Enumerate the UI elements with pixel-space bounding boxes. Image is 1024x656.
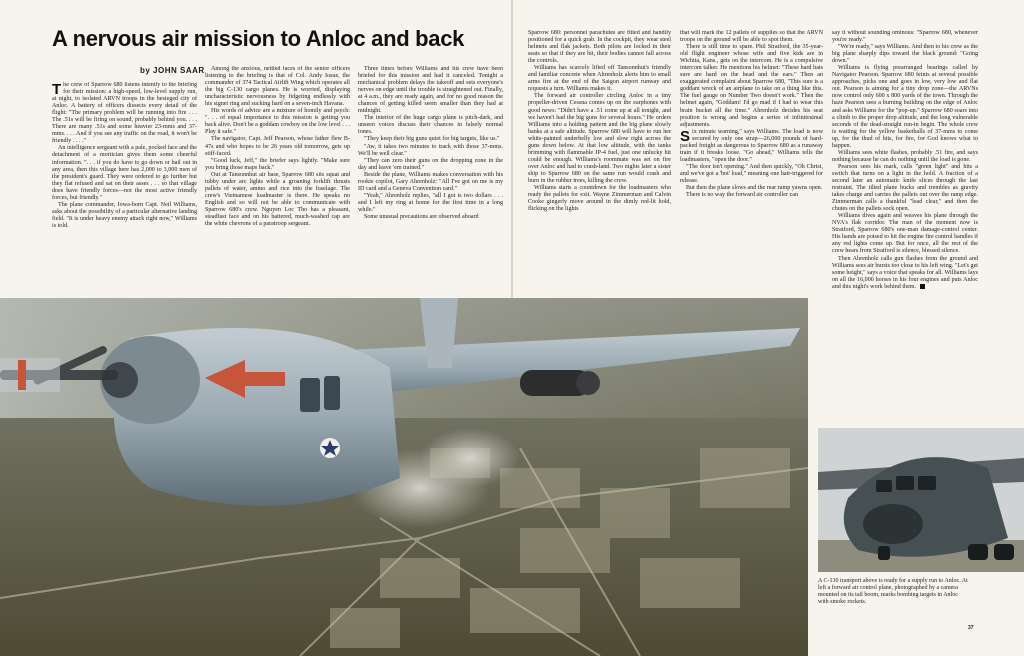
drop-cap: T (52, 82, 62, 98)
aerial-photo (0, 298, 808, 656)
paragraph: His words of advice are a mixture of homily and psych: ". . . of equal importance to this mission is getting you back alive. Don't be a goddam cowboy on the low level . . . Play it safe." (205, 108, 350, 136)
paragraph: "We're ready," says Williams. And then to his crew as the big plane sharply dips toward the black ground: "Going down." (832, 44, 978, 65)
paragraph: that will mark the 12 pallets of supplies so that the ARVN troops on the ground will be able to spot them. (680, 30, 823, 44)
paragraph-text: he crew of Sparrow 680 listens intently to the briefing for their mission: a high-speed, low-level supply run, at night, to isolated ARVN troops in the besieged city of Anloc. A battery of officers dissects every detail of the flight: "The primary problem will be running into fire . . . The .51s will be firing on sound, probably behind you. . . . There are many .51s and some heavier 23-mms and 37-mms. . . . And if you see any traffic on the road, it won't be friendly . . . ." (52, 82, 197, 145)
paragraph: There is still time to spare. Phil Stratford, the 35-year-old flight engineer whose wife and five kids are in Wichita, Kans., gets on the intercom. He is a compulsive intercom talker. He mentions his helmet: "These hard hats sure are hard on the head and the ears." Then an exaggerated complaint about Sparrow 680, "This sure is a goddam wreck of an airplane to take on a thing like this. The fuel gauge on Number Two doesn't work." Then the helmet again, "Goddam! I'd go mad if I had to wear this brain bucket all the time." Ahrenholz decides his seat position is wrong and begins a series of infinitesimal adjustments. (680, 44, 823, 128)
prop-blur (0, 358, 60, 392)
paragraph: Pearson sees his mark, calls "green light" and hits a switch that turns on a light in the hold. A fraction of a second later an automatic knife slices through the last restraint. The tilted plane bucks and trembles as gravity takes charge and carries the pallets out over the ramp edge. Zimmerman calls a thankful "lead clear," and then the chutes on the pallets sock open. (832, 163, 978, 213)
paragraph: Williams dives again and weaves his plane through the NVA's flak corridor. The man of the moment now is Stratford, Sparrow 680's one-man damage-control center. His hands are poised to hit the engine fire control handles if any red lights come up. But for once, all the rest of the crew hears from Stratford is silence, blessed silence. (832, 213, 978, 255)
inset-photo (818, 428, 1024, 572)
c130-ground-illustration (818, 428, 1024, 572)
paragraph: Among the anxious, nettled faces of the senior officers listening to the briefing is that of Col. Andy Iosue, the commander of 374 Tactical Airlift Wing which operates all the big C-130 cargo planes. He is worried, displaying uncharacteristic nervousness by fidgeting endlessly with his signet ring and sucking hard on a seven-inch Havana. (205, 66, 350, 108)
paragraph: Williams sees white flashes, probably .51 fire, and says nothing because he can do nothing until the load is gone. (832, 149, 978, 163)
paragraph-text: ix minute warning," says Williams. The load is now secured by only one strap—26,000 pounds of hard-packed freight as dangerous to Sparrow 680 as a runaway train if it breaks loose. "Go ahead," Williams tells the loadmasters, "open the door." (680, 128, 823, 163)
rocket-pod-end (576, 371, 600, 395)
paragraph: Williams has scarcely lifted off Tansonnhut's friendly and familiar concrete when Ahrenholz alerts him to small arms fire at the end of the Saigon airport runway and requests a turn. Williams makes it. (528, 65, 671, 93)
paragraph: Beside the plane, Williams makes conversation with his rookie copilot, Gary Ahrenholz: "All I've got on me is my ID card and a Geneva Convention card." (358, 171, 503, 192)
paragraph: The navigator, Capt. Jeff Pearson, whose father flew B-47s and who hopes to be 26 years old tomorrow, gets up stiff-faced. (205, 136, 350, 157)
text-column-6 (832, 30, 978, 426)
paragraph: Sparrow 680: personnel parachutes are fitted and handily positioned for a quick grab. In the cockpit, they wear steel helmets and flak jackets. Both pilots are locked in their seats so that if they are hit, their bodies cannot fall across the controls. (528, 30, 671, 65)
photo-caption: A C-130 transport above is ready for a supply run to Anloc. At left a forward air control plane, photographed by a camera mounted on its tail boom, marks bombing targets in Anloc with smoke rockets. (818, 578, 968, 605)
text-column-5 (680, 30, 823, 298)
text-column-4 (528, 30, 671, 298)
paragraph-text: Then Ahrenholz calls gun flashes from the ground and Williams sees air bursts too close to his left wing. "Let's get some height," says a voice that speaks for all. Williams lays on all the 16,000 horses in his four engines and puts Anloc and this night's work behind them. (832, 255, 978, 290)
text-column-3 (358, 66, 503, 298)
paragraph: Some unusual precautions are observed aboard (364, 213, 479, 220)
paragraph: Williams starts a countdown for the loadmasters who ready the pallets for exit. Wayne Zimmerman and Calvin Cooke gingerly move around in the dimly red-lit hold, flicking on the lights (528, 185, 671, 213)
paragraph: "They can zero their guns on the dropping zone in the day and leave 'em trained." (358, 157, 503, 171)
inset-nose (863, 504, 923, 544)
page-gutter (511, 0, 513, 298)
paragraph: say it without sounding ominous: "Sparrow 680, whenever you're ready." (832, 30, 978, 44)
cockpit-windows (300, 376, 340, 412)
text-column-1 (52, 82, 197, 296)
paragraph: An intelligence sergeant with a pale, pocked face and the detachment of a mortician gives them some cheerful information. ". . . if you do have to go down or bail out in any area, then this village here has 2,000 to 3,000 men of the president's guard. They were ordered to go further but they flat refused and sat on their asses . . . so that village does have friendly forces—not the most active friendly forces, but friendly." (52, 145, 197, 201)
paragraph: The forward air controller circling Anloc in a tiny propeller-driven Cessna comes up on the earphones with good news: "Didn't have a .51 come up at all tonight, and we haven't had the big guns for several hours." He orders Williams into a holding pattern and the big plane slowly banks at a safe altitude. Sparrow 680 will have to run her white-painted underbelly low and slow right across the guns down below. At that low altitude, with the tanks brimming with flammable JP-4 fuel, just one unlucky hit could be enough. Williams's roommate was set on fire over Anloc and had to crash-land. Two nights later a sister ship to Sparrow 680 on the same run would crash and burn in the rubber trees, killing the crew. (528, 93, 671, 184)
article-byline: by JOHN SAAR (140, 66, 205, 75)
paragraph: "Good luck, Jeff," the briefer says lightly. "Make sure you bring those maps back." (205, 157, 350, 171)
drop-cap: S (680, 127, 691, 145)
prop-tip-marking (18, 360, 26, 390)
smoke-plume (420, 428, 520, 488)
paragraph (832, 256, 978, 291)
paragraph: "They keep their big guns quiet for big targets, like us." (364, 136, 500, 143)
paragraph: "The door isn't opening." And then quickly, "Oh Christ, and we've got a 'hot' load," meaning one hair-triggered for release. (680, 163, 823, 184)
end-of-article-mark (920, 284, 925, 289)
paragraph: But then the plane slows and the rear ramp yawns open. (686, 185, 823, 192)
paragraph: The plane commander, Iowa-born Capt. Neil Williams, asks about the possibility of a particular alternative landing field. "It is under heavy enemy attack right now," Williams is told. (52, 201, 197, 229)
article-headline: A nervous air mission to Anloc and back (52, 26, 465, 51)
paragraph (52, 82, 197, 145)
paragraph: Out at Tansonnhut air base, Sparrow 680 sits squat and tubby under arc lights while a groaning forklift thrusts pallets of water, ammo and rice into the fuselage. The crew's Vietnamese loadmaster is there. He speaks no English and so will not be able to communicate with Sparrow 680's crew. Nguyen Loc Tho has a pleasant, steadfast face and on his battered, much-washed cap are the white chevrons of a paratroop sergeant. (205, 171, 350, 228)
paragraph (680, 129, 823, 164)
aerial-photo-illustration (0, 298, 808, 656)
paragraph: The interior of the huge cargo plane is pitch-dark, and unseen voices discuss their chances in falsely normal tones. (358, 115, 503, 136)
paragraph: "Yeah," Ahrenholz replies, "all I got is two dollars . . . and I left my ring at home for the first time in a long while." (358, 192, 503, 213)
paragraph: There is no way the forward air controller can (686, 192, 799, 199)
paragraph: Three times before Williams and his crew have been briefed for this mission and had it canceled. Tonight a mechanical problem delays the takeoff and sets everyone's nerves on edge until the trouble is straightened out. Finally, at 4 a.m., they are ready again, and for no good reason the chances of getting killed seem smaller than they had at midnight. (358, 66, 503, 115)
paragraph: "Aw, it takes two minutes to track with those 37-mms. We'll be well clear." (358, 143, 503, 157)
page-number: 37 (968, 625, 974, 631)
text-column-2 (205, 66, 350, 298)
paragraph: Williams is flying prearranged bearings called by Navigator Pearson. Sparrow 680 feints at several possible approaches, picks one and goes in low, very low and flat out. Pearson is aiming for a tiny drop zone—the ARVNs now control only 600 x 800 yards of the town. Through the haze Pearson sees a burning building on the edge of Anloc and asks Williams for the "pop-up." Sparrow 680 soars into a climb to the proper drop altitude, and the long vulnerable seconds of the dead-straight run-in begin. The whole crew is waiting for the yellow basketballs of 37-mms to come up, for the thud of hits, for fire, for God knows what to happen. (832, 65, 978, 149)
